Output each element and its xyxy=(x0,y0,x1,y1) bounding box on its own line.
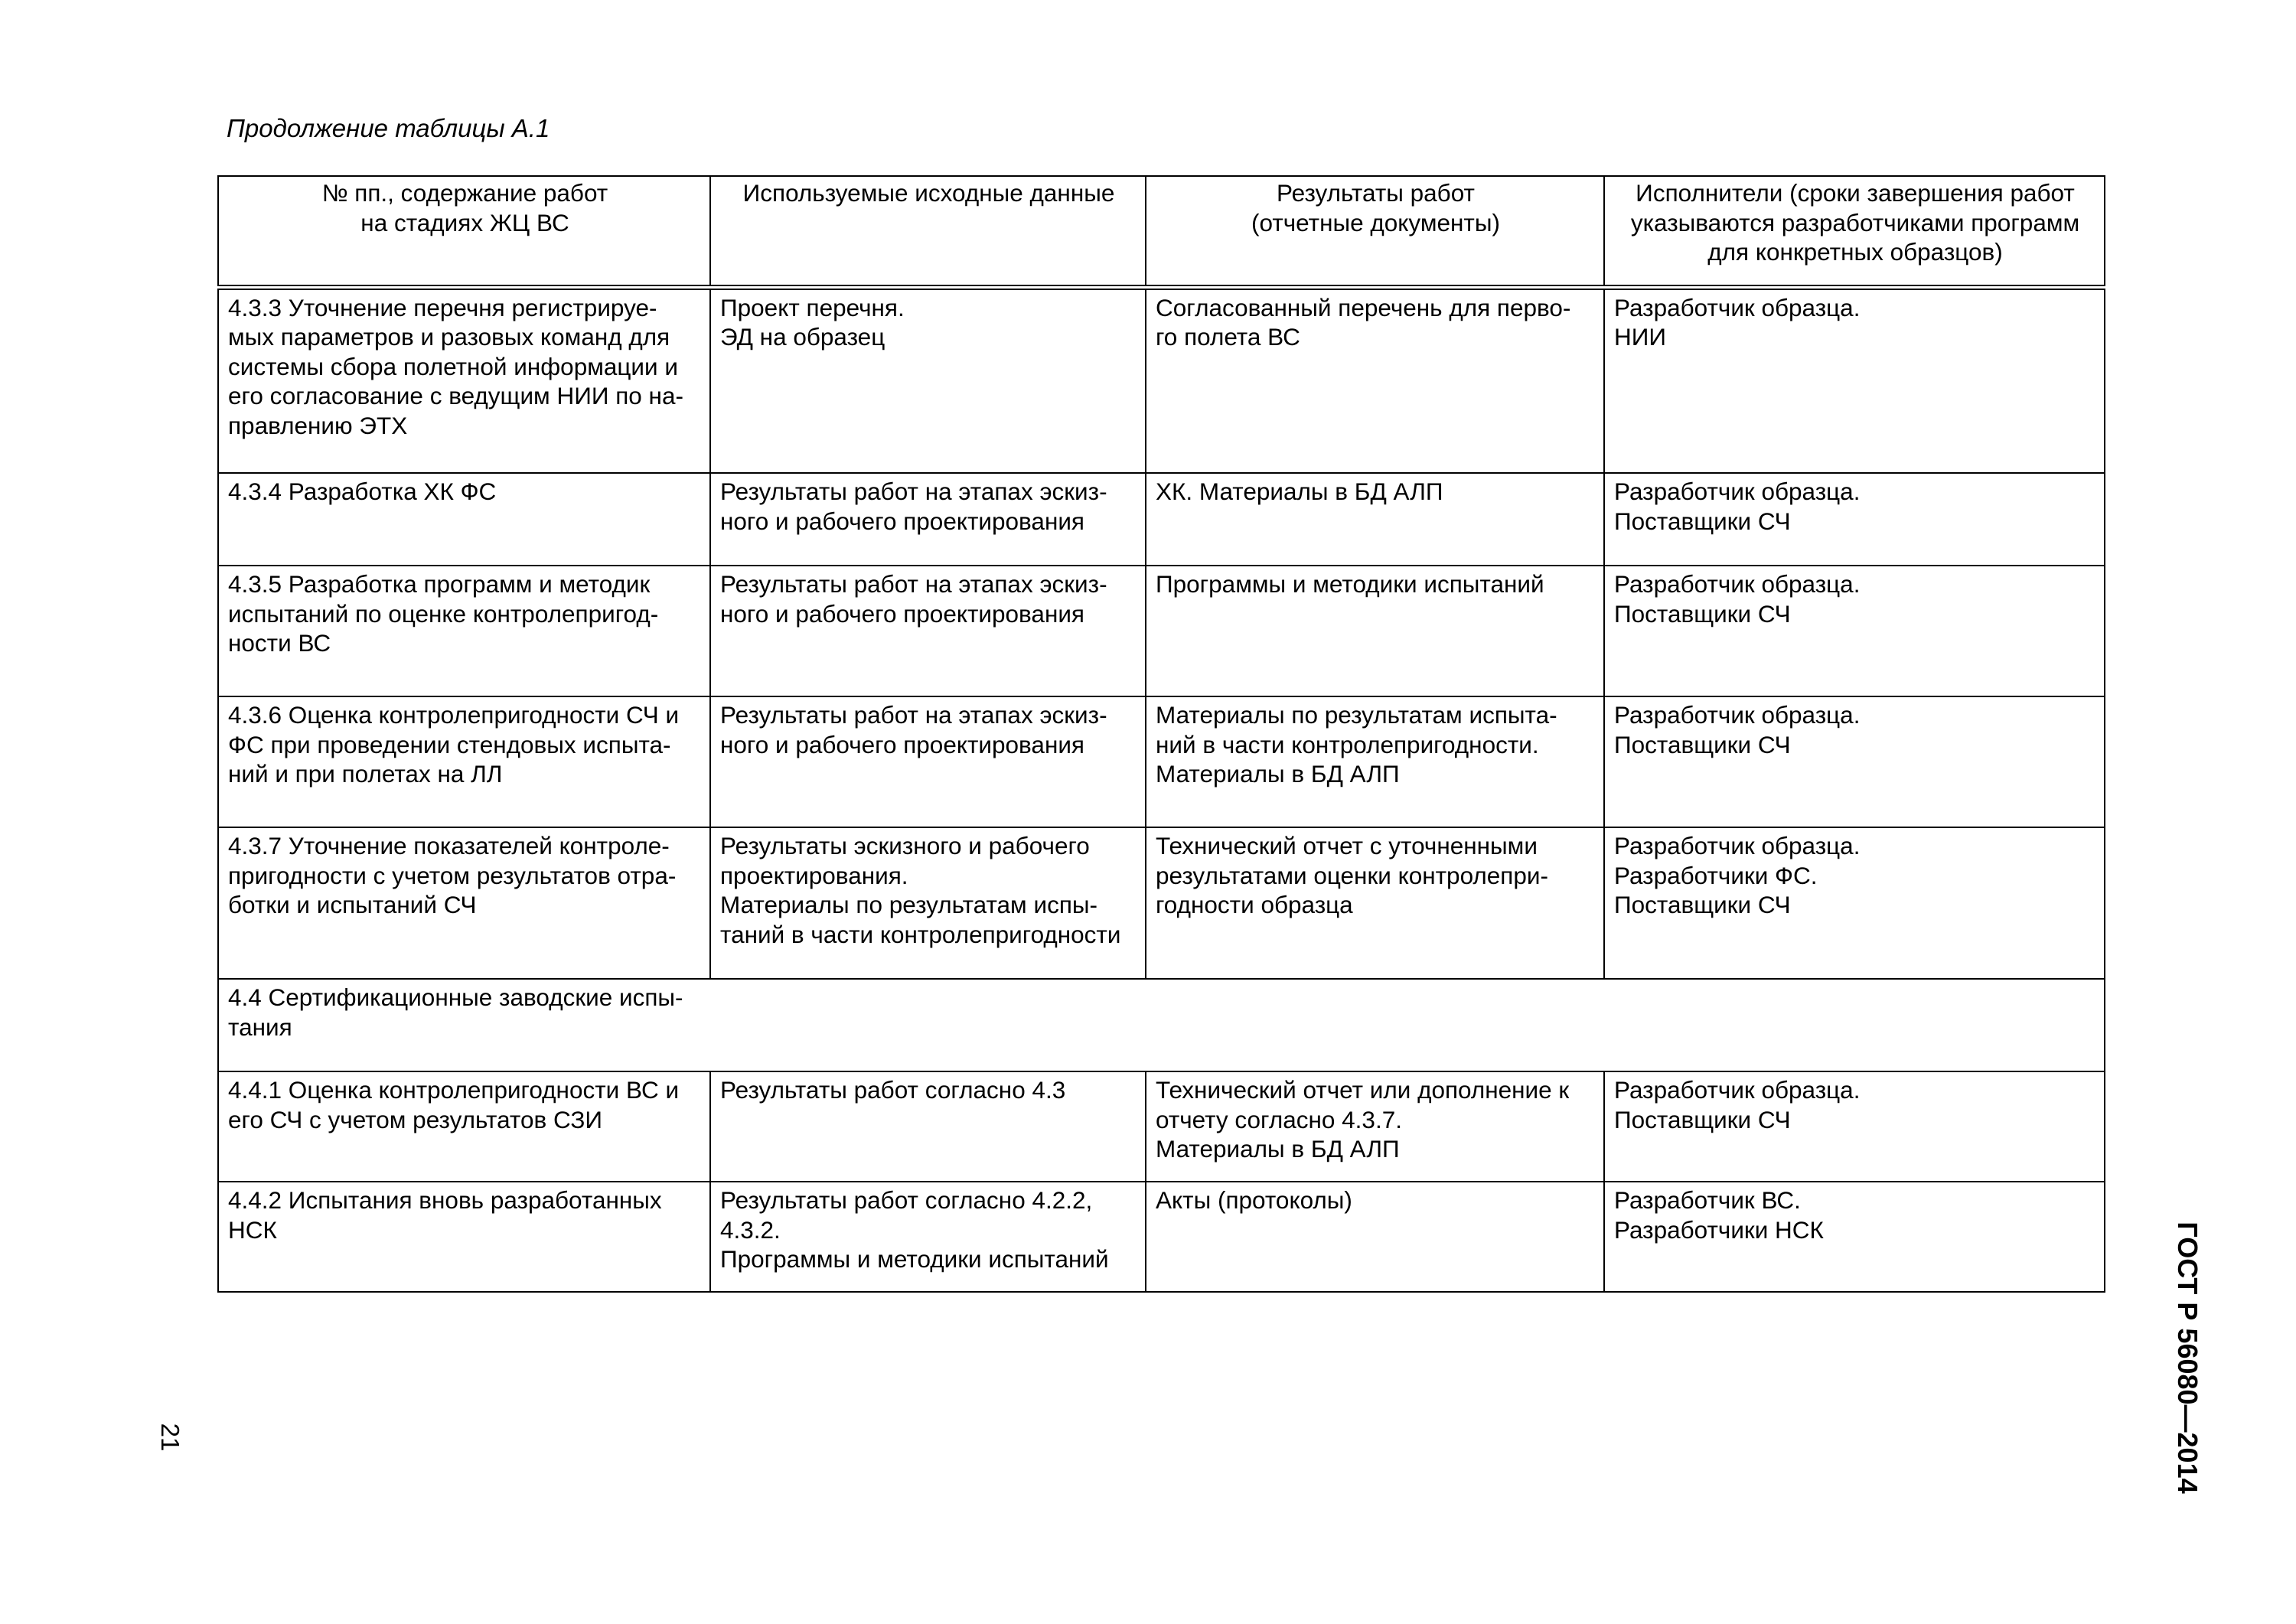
table-cell: ХК. Материалы в БД АЛП xyxy=(1146,473,1604,566)
table-row xyxy=(218,827,2105,979)
header-cell-executors: Исполнители (сроки завершения работ указываются разработчиками программ для конкретных образцов) xyxy=(1604,176,2105,287)
table-cell: Проект перечня. ЭД на образец xyxy=(710,287,1146,473)
table-cell: Результаты работ на этапах эскиз- ного и рабочего проектирования xyxy=(710,566,1146,696)
table-section-row xyxy=(218,979,2105,1071)
table-row xyxy=(218,287,2105,473)
section-heading-cell: 4.4 Сертификационные заводские испы- тания xyxy=(218,979,2105,1071)
header-cell-results: Результаты работ (отчетные документы) xyxy=(1146,176,1604,287)
table-cell: Результаты работ на этапах эскиз- ного и рабочего проектирования xyxy=(710,473,1146,566)
table-cell: 4.3.7 Уточнение показателей контроле- пригодности с учетом результатов отра- ботки и испытаний СЧ xyxy=(218,827,710,979)
table-cell: Технический отчет или дополнение к отчету согласно 4.3.7. Материалы в БД АЛП xyxy=(1146,1071,1604,1182)
header-cell-source-data: Используемые исходные данные xyxy=(710,176,1146,287)
table-row xyxy=(218,696,2105,827)
table-cell: 4.3.4 Разработка ХК ФС xyxy=(218,473,710,566)
table-cell: 4.3.3 Уточнение перечня регистрируе- мых параметров и разовых команд для системы сбора полетной информации и его согласование с ведущим НИИ по на- правлению ЭТХ xyxy=(218,287,710,473)
table-cell: 4.4.1 Оценка контролепригодности ВС и его СЧ с учетом результатов СЗИ xyxy=(218,1071,710,1182)
table-cell: Разработчик образца. Поставщики СЧ xyxy=(1604,1071,2105,1182)
table-cell: Разработчик образца. НИИ xyxy=(1604,287,2105,473)
table-cell: Разработчик образца. Поставщики СЧ xyxy=(1604,566,2105,696)
table-cell: Результаты работ согласно 4.3 xyxy=(710,1071,1146,1182)
table-cell: Разработчик образца. Разработчики ФС. Поставщики СЧ xyxy=(1604,827,2105,979)
table-cell: Разработчик образца. Поставщики СЧ xyxy=(1604,473,2105,566)
table-cell: Результаты работ на этапах эскиз- ного и рабочего проектирования xyxy=(710,696,1146,827)
table-cell: Разработчик образца. Поставщики СЧ xyxy=(1604,696,2105,827)
table-cell: Согласованный перечень для перво- го полета ВС xyxy=(1146,287,1604,473)
header-cell-works: № пп., содержание работ на стадиях ЖЦ ВС xyxy=(218,176,710,287)
table-row xyxy=(218,1182,2105,1292)
table-cell: 4.4.2 Испытания вновь разработанных НСК xyxy=(218,1182,710,1292)
table-cell: Разработчик ВС. Разработчики НСК xyxy=(1604,1182,2105,1292)
table-cell: 4.3.5 Разработка программ и методик испытаний по оценке контролепригод- ности ВС xyxy=(218,566,710,696)
table-cell: Технический отчет с уточненными результатами оценки контролепри- годности образца xyxy=(1146,827,1604,979)
table-header-row xyxy=(218,176,2105,287)
standard-code: ГОСТ Р 56080—2014 xyxy=(2172,1221,2203,1494)
table-cell: Результаты эскизного и рабочего проектирования. Материалы по результатам испы- таний в части контролепригодности xyxy=(710,827,1146,979)
table-cell: Акты (протоколы) xyxy=(1146,1182,1604,1292)
table-cell: 4.3.6 Оценка контролепригодности СЧ и ФС при проведении стендовых испыта- ний и при полетах на ЛЛ xyxy=(218,696,710,827)
table-cell: Программы и методики испытаний xyxy=(1146,566,1604,696)
table-cell: Результаты работ согласно 4.2.2, 4.3.2. Программы и методики испытаний xyxy=(710,1182,1146,1292)
table-row xyxy=(218,1071,2105,1182)
table-cell: Материалы по результатам испыта- ний в части контролепригодности. Материалы в БД АЛП xyxy=(1146,696,1604,827)
works-table xyxy=(217,175,2105,1293)
page-number: 21 xyxy=(156,1423,184,1452)
table-row xyxy=(218,566,2105,696)
table-row xyxy=(218,473,2105,566)
table-caption: Продолжение таблицы А.1 xyxy=(227,114,550,142)
